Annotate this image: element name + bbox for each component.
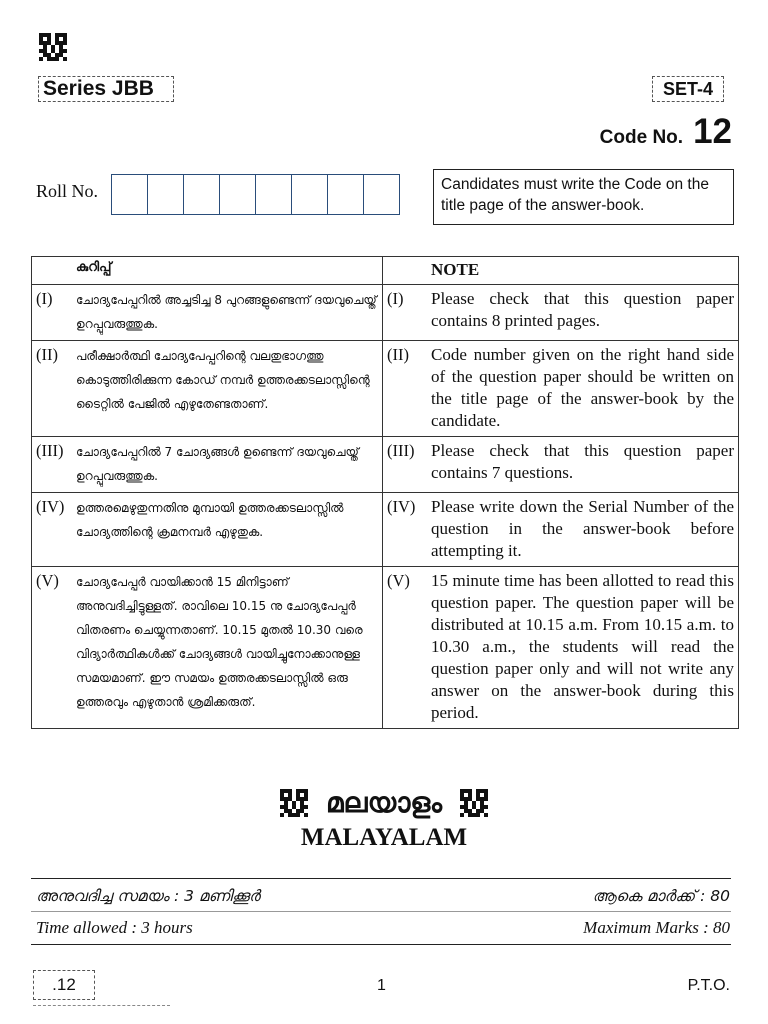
instruction-ml: ചോദ്യപേപ്പറിൽ 7 ചോദ്യങ്ങൾ ഉണ്ടെന്ന് ദയവുചെയ്ത് ഉറപ്പുവരുത്തുക. bbox=[76, 445, 359, 483]
code-label: Code No. bbox=[599, 127, 684, 148]
time-allowed-en: Time allowed : 3 hours bbox=[36, 918, 193, 937]
roll-number-label: Roll No. bbox=[36, 181, 99, 201]
item-number: (III) bbox=[387, 441, 415, 460]
item-number: (II) bbox=[387, 345, 409, 364]
qr-code-icon bbox=[280, 789, 308, 817]
note-heading-ml: കുറിപ്പ് bbox=[76, 260, 112, 275]
time-allowed-ml: അനുവദിച്ച സമയം : 3 മണിക്കൂർ bbox=[36, 887, 260, 905]
qr-code-icon bbox=[460, 789, 488, 817]
roll-digit-box[interactable] bbox=[112, 175, 148, 214]
note-heading-en: NOTE bbox=[431, 260, 480, 279]
divider bbox=[31, 911, 731, 912]
roll-digit-box[interactable] bbox=[292, 175, 328, 214]
item-number: (V) bbox=[387, 571, 410, 590]
item-number: (I) bbox=[36, 289, 53, 308]
footer-code: .12 bbox=[33, 970, 95, 1000]
roll-digit-box[interactable] bbox=[364, 175, 399, 214]
instruction-row bbox=[32, 437, 739, 493]
item-number: (V) bbox=[36, 571, 59, 590]
instruction-row bbox=[32, 567, 739, 729]
pto-label: P.T.O. bbox=[687, 977, 730, 994]
item-number: (IV) bbox=[36, 497, 65, 516]
candidate-instruction-box: Candidates must write the Code on the title page of the answer-book. bbox=[433, 169, 734, 225]
item-number: (IV) bbox=[387, 497, 416, 516]
instruction-ml: പരീക്ഷാർത്ഥി ചോദ്യപേപ്പറിന്റെ വലതുഭാഗത്തു കൊടുത്തിരിക്കുന്ന കോഡ് നമ്പർ ഉത്തരക്കടലാസ്സിന്റെ ടൈറ്റിൽ പേജിൽ എഴുതേണ്ടതാണ്. bbox=[76, 349, 370, 411]
code-number-block bbox=[600, 112, 732, 152]
instruction-ml: ഉത്തരമെഴുതുന്നതിനു മുമ്പായി ഉത്തരക്കടലാസ്സിൽ ചോദ്യത്തിന്റെ ക്രമനമ്പർ എഴുതുക. bbox=[76, 501, 344, 539]
code-number: 12 bbox=[693, 112, 732, 151]
instruction-row bbox=[32, 493, 739, 567]
roll-digit-box[interactable] bbox=[220, 175, 256, 214]
subject-title-ml: മലയാളം bbox=[325, 786, 443, 819]
instruction-row bbox=[32, 285, 739, 341]
item-number: (II) bbox=[36, 345, 58, 364]
subject-title-row bbox=[0, 786, 768, 820]
item-number: (III) bbox=[36, 441, 64, 460]
roll-number-boxes[interactable] bbox=[111, 174, 400, 215]
set-label: SET-4 bbox=[652, 76, 724, 102]
item-number: (I) bbox=[387, 289, 404, 308]
roll-digit-box[interactable] bbox=[328, 175, 364, 214]
instructions-header-row bbox=[32, 257, 739, 285]
instruction-en: 15 minute time has been allotted to read this question paper. The question paper will be distributed at 10.15 a.m. From 10.15 a.m. to 10.30 a.m., the students will read the question paper only and will not write any answer on the answer-book during this period. bbox=[431, 571, 734, 722]
roll-digit-box[interactable] bbox=[148, 175, 184, 214]
roll-digit-box[interactable] bbox=[184, 175, 220, 214]
qr-code-icon bbox=[39, 33, 67, 61]
subject-title-en: MALAYALAM bbox=[300, 824, 468, 851]
roll-digit-box[interactable] bbox=[256, 175, 292, 214]
instruction-en: Please check that this question paper contains 7 questions. bbox=[431, 441, 734, 482]
instruction-en: Code number given on the right hand side of the question paper should be written on the title page of the answer-book by the candidate. bbox=[431, 345, 734, 430]
instruction-row bbox=[32, 341, 739, 437]
instruction-en: Please write down the Serial Number of the question in the answer-book before attempting it. bbox=[431, 497, 734, 560]
divider bbox=[31, 878, 731, 879]
series-label: Series JBB bbox=[38, 76, 174, 102]
divider bbox=[31, 944, 731, 945]
instructions-table bbox=[31, 256, 739, 729]
instruction-ml: ചോദ്യപേപ്പറിൽ അച്ചടിച്ച 8 പുറങ്ങളുണ്ടെന്ന് ദയവുചെയ്ത് ഉറപ്പുവരുത്തുക. bbox=[76, 293, 377, 331]
maximum-marks-en: Maximum Marks : 80 bbox=[583, 918, 730, 937]
instruction-en: Please check that this question paper contains 8 printed pages. bbox=[431, 289, 734, 330]
instruction-ml: ചോദ്യപേപ്പർ വായിക്കാൻ 15 മിനിട്ടാണ് അനുവദിച്ചിട്ടുള്ളത്. രാവിലെ 10.15 നു ചോദ്യപേപ്പർ വിതരണം ചെയ്യുന്നതാണ്. 10.15 മുതൽ 10.30 വരെ വിദ്യാർത്ഥികൾക്ക് ചോദ്യങ്ങൾ വായിച്ചുനോക്കാനുള്ള സമയമാണ്. ഈ സമയം ഉത്തരക്കടലാസ്സിൽ ഒരു ഉത്തരവും എഴുതാൻ ശ്രമിക്കരുത്. bbox=[76, 575, 363, 709]
maximum-marks-ml: ആകെ മാർക്ക് : 80 bbox=[592, 887, 730, 905]
footer-divider bbox=[33, 1005, 170, 1006]
page-number: 1 bbox=[377, 977, 386, 994]
